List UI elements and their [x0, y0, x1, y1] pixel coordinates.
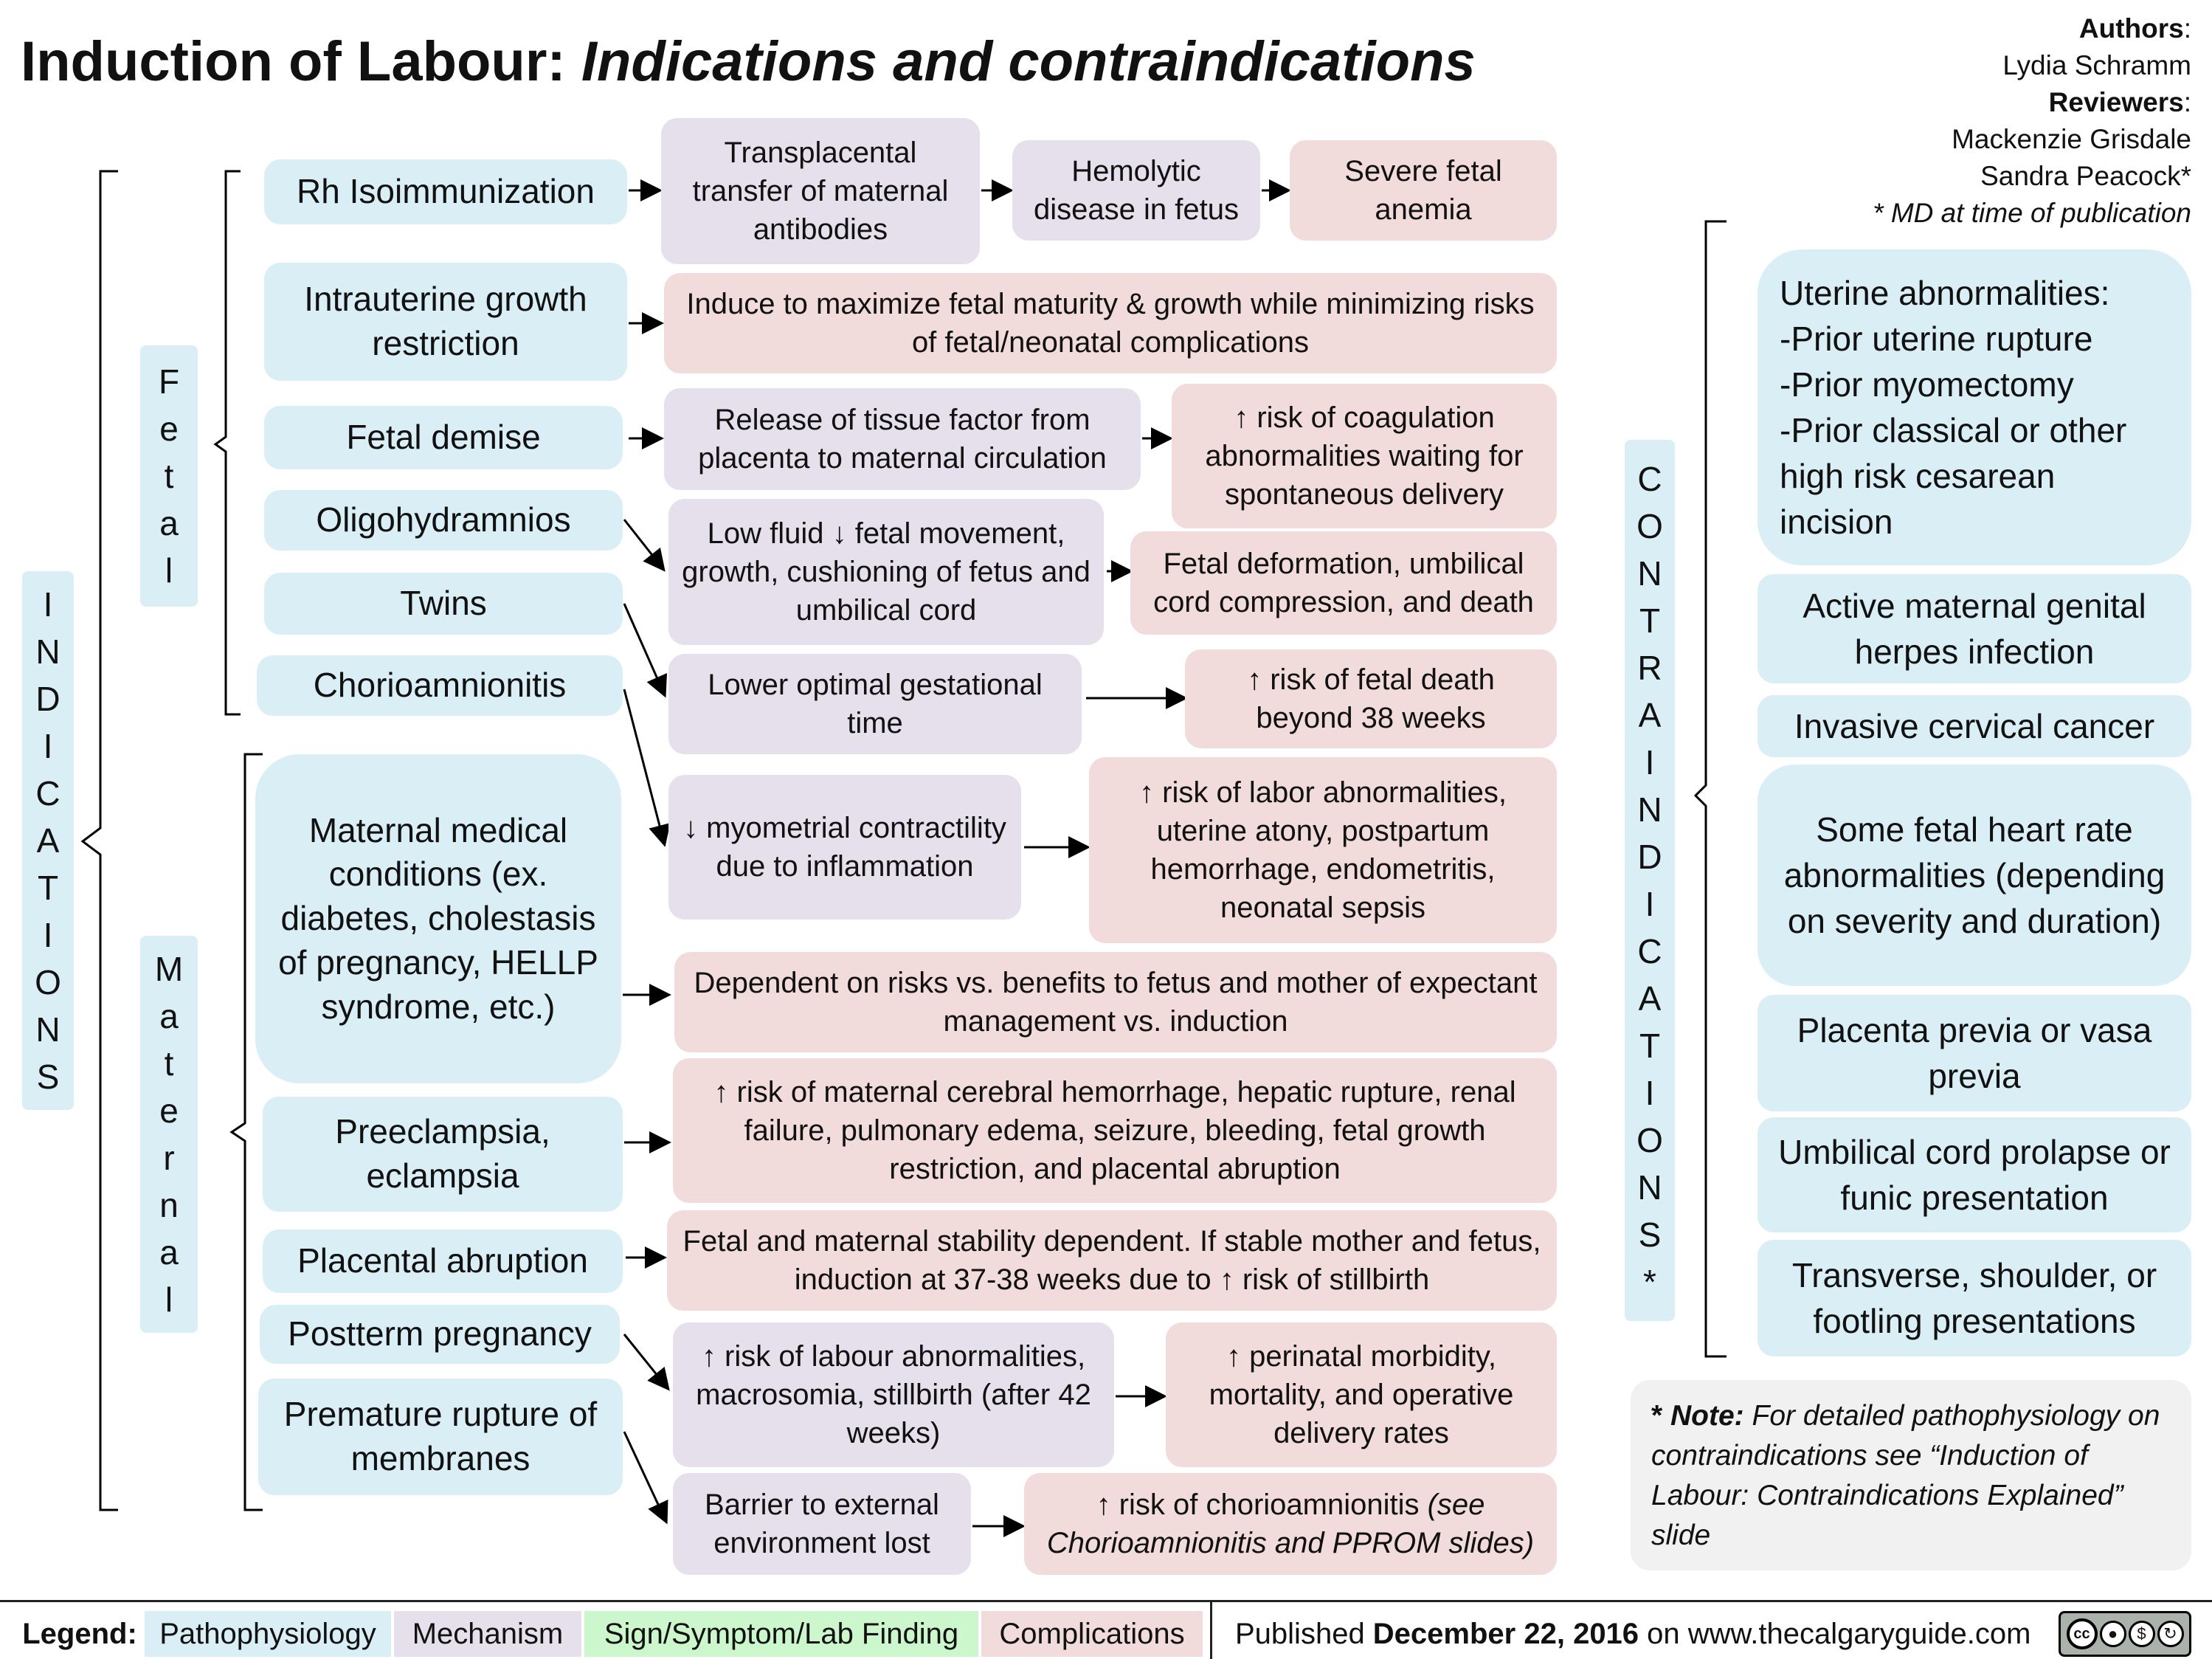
complication-fetal-deformation: Fetal deformation, umbilical cord compression, and death — [1130, 531, 1557, 635]
vertical-letter: a — [159, 997, 179, 1035]
indication-preeclampsia: Preeclampsia, eclampsia — [263, 1097, 623, 1212]
vertical-letter: T — [1639, 601, 1661, 640]
vertical-letter: I — [43, 916, 53, 954]
page-title: Induction of Labour: Indications and contraindications — [21, 30, 1476, 93]
reviewer-name: Mackenzie Grisdale — [1952, 124, 2191, 154]
arrow — [624, 1432, 666, 1520]
vertical-letter: N — [35, 632, 61, 671]
vertical-letter: F — [158, 362, 180, 401]
authors-block: Authors: Lydia Schramm Reviewers: Mackenzie Grisdale Sandra Peacock* * MD at time of publication — [1873, 10, 2191, 232]
legend-bar — [0, 1600, 2212, 1659]
mechanism-lower-optimal-gestational-time: Lower optimal gestational time — [668, 654, 1082, 754]
vertical-letter: T — [37, 869, 59, 907]
mechanism-transplacental-transfer: Transplacental transfer of maternal antibodies — [661, 118, 980, 264]
authors-label: Authors — [2078, 13, 2184, 44]
vertical-letter: I — [1645, 885, 1655, 923]
vertical-letter: N — [1637, 554, 1662, 593]
legend-label: Legend: — [22, 1617, 137, 1650]
note-box — [1631, 1380, 2191, 1570]
note-star: * — [1651, 1400, 1671, 1432]
contraindications-letters — [1636, 455, 1663, 1306]
published-date: December 22, 2016 — [1372, 1617, 1639, 1650]
contraindication-cord-prolapse: Umbilical cord prolapse or funic presentation — [1757, 1117, 2191, 1232]
complication-maternal-cerebral-hemorrhage: ↑ risk of maternal cerebral hemorrhage, hepatic rupture, renal failure, pulmonary edema, seizure, bleeding, fetal growth restriction, and placental abruption — [673, 1058, 1557, 1203]
legend-pathophysiology: Pathophysiology — [145, 1611, 391, 1657]
fetal-label — [140, 345, 198, 607]
mechanism-labour-abnormalities: ↑ risk of labour abnormalities, macrosomia, stillbirth (after 42 weeks) — [673, 1322, 1114, 1467]
arrow — [624, 604, 664, 694]
legend-mechanism: Mechanism — [394, 1611, 581, 1657]
contraindication-cervical-cancer: Invasive cervical cancer — [1757, 695, 2191, 757]
creative-commons-license-icon — [2059, 1611, 2191, 1657]
vertical-letter: N — [1637, 790, 1662, 829]
vertical-letter: C — [1637, 932, 1662, 970]
indication-oligohydramnios: Oligohydramnios — [264, 490, 623, 551]
arrow — [624, 520, 663, 568]
vertical-letter: e — [159, 410, 179, 448]
contraindications-label — [1625, 440, 1675, 1321]
vertical-letter: * — [1643, 1263, 1656, 1301]
indication-fetal-demise: Fetal demise — [264, 406, 623, 469]
legend-sign-symptom: Sign/Symptom/Lab Finding — [584, 1611, 978, 1657]
arrow — [624, 1334, 667, 1387]
mechanism-myometrial-contractility: ↓ myometrial contractility due to inflammation — [668, 775, 1021, 920]
vertical-letter: R — [1637, 649, 1662, 687]
vertical-letter: I — [43, 727, 53, 765]
vertical-letter: I — [43, 585, 53, 624]
vertical-letter: l — [165, 1280, 173, 1319]
fetal-letters — [159, 358, 179, 594]
vertical-letter: N — [35, 1010, 61, 1049]
authors-footnote: * MD at time of publication — [1873, 198, 2191, 228]
indications-letters — [35, 581, 61, 1100]
vertical-letter: O — [35, 963, 61, 1001]
contraindication-fetal-heart-rate: Some fetal heart rate abnormalities (depending on severity and duration) — [1757, 765, 2191, 986]
indication-maternal-medical-conditions: Maternal medical conditions (ex. diabetes, cholestasis of pregnancy, HELLP syndrome, etc.) — [255, 754, 621, 1083]
indication-placental-abruption: Placental abruption — [263, 1229, 623, 1293]
vertical-letter: A — [1638, 696, 1662, 734]
fetal-bracket — [215, 171, 241, 714]
vertical-letter: r — [163, 1139, 175, 1177]
complication-labor-abnormalities: ↑ risk of labor abnormalities, uterine atony, postpartum hemorrhage, endometritis, neonatal sepsis — [1089, 757, 1557, 943]
complication-severe-fetal-anemia: Severe fetal anemia — [1290, 140, 1557, 241]
see-slides-reference: (see Chorioamnionitis and PPROM slides) — [1046, 1489, 1535, 1559]
complication-risks-vs-benefits: Dependent on risks vs. benefits to fetus and mother of expectant management vs. induction — [674, 952, 1557, 1052]
vertical-letter: a — [159, 504, 179, 542]
mechanism-tissue-factor-release: Release of tissue factor from placenta to maternal circulation — [664, 388, 1141, 490]
indication-prom: Premature rupture of membranes — [258, 1379, 623, 1495]
indication-twins: Twins — [264, 573, 623, 635]
mechanism-barrier-lost: Barrier to external environment lost — [673, 1473, 971, 1575]
vertical-letter: e — [159, 1091, 179, 1130]
vertical-letter: T — [1639, 1027, 1661, 1065]
published-info — [1235, 1611, 2039, 1657]
vertical-letter: S — [1638, 1215, 1662, 1254]
vertical-letter: t — [164, 1044, 174, 1083]
vertical-letter: D — [35, 680, 61, 718]
vertical-letter: l — [165, 551, 173, 590]
published-prefix: Published — [1235, 1617, 1373, 1650]
vertical-letter: t — [164, 457, 174, 495]
vertical-letter: n — [159, 1186, 179, 1224]
arrow — [624, 689, 664, 843]
reviewer-name: Sandra Peacock* — [1980, 161, 2191, 191]
contraindication-malpresentation: Transverse, shoulder, or footling presentations — [1757, 1240, 2191, 1356]
complication-maximize-fetal-maturity: Induce to maximize fetal maturity & growth while minimizing risks of fetal/neonatal complications — [664, 273, 1557, 373]
vertical-letter: C — [35, 774, 61, 813]
mechanism-hemolytic-disease: Hemolytic disease in fetus — [1012, 140, 1260, 241]
indications-bracket — [83, 171, 118, 1510]
vertical-letter: O — [1636, 1121, 1663, 1159]
vertical-letter: D — [1637, 838, 1662, 876]
indication-rh-isoimmunization: Rh Isoimmunization — [264, 159, 627, 224]
complication-chorioamnionitis-risk — [1024, 1473, 1557, 1575]
vertical-letter: A — [1638, 979, 1662, 1018]
vertical-letter: I — [1645, 743, 1655, 782]
legend-complications: Complications — [981, 1611, 1203, 1657]
note-text: For detailed pathophysiology on contraindications see “Induction of Labour: Contraindications Explained” slide — [1651, 1400, 2160, 1551]
vertical-letter: S — [36, 1058, 60, 1096]
contraindications-bracket — [1696, 221, 1727, 1356]
complication-stability-dependent: Fetal and maternal stability dependent. If stable mother and fetus, induction at 37-38 weeks due to ↑ risk of stillbirth — [667, 1210, 1557, 1311]
indication-iugr: Intrauterine growth restriction — [264, 263, 627, 381]
vertical-letter: O — [1636, 507, 1663, 545]
cc-icon: cc — [2067, 1618, 2098, 1649]
contraindication-genital-herpes: Active maternal genital herpes infection — [1757, 574, 2191, 683]
complication-fetal-death-risk: ↑ risk of fetal death beyond 38 weeks — [1185, 649, 1557, 748]
page-subtitle: Indications and contraindications — [581, 30, 1476, 93]
vertical-letter: N — [1637, 1168, 1662, 1207]
contraindication-placenta-previa: Placenta previa or vasa previa — [1757, 995, 2191, 1111]
published-suffix: on www.thecalgaryguide.com — [1639, 1617, 2031, 1650]
vertical-letter: a — [159, 1233, 179, 1272]
maternal-label — [140, 936, 198, 1333]
vertical-letter: C — [1637, 460, 1662, 498]
contraindication-uterine-abnormalities: Uterine abnormalities: -Prior uterine rupture -Prior myomectomy -Prior classical or other high risk cesarean incision — [1757, 249, 2191, 565]
note-label: Note: — [1670, 1400, 1744, 1432]
indications-label — [22, 571, 74, 1110]
complication-perinatal-morbidity: ↑ perinatal morbidity, mortality, and operative delivery rates — [1166, 1322, 1557, 1467]
complication-coagulation-risk: ↑ risk of coagulation abnormalities waiting for spontaneous delivery — [1172, 384, 1557, 528]
nc-icon: $ — [2129, 1621, 2155, 1647]
indication-chorioamnionitis: Chorioamnionitis — [257, 655, 623, 716]
vertical-letter: I — [1645, 1074, 1655, 1112]
sa-icon: ↻ — [2157, 1621, 2184, 1647]
vertical-letter: A — [36, 821, 60, 860]
legend-divider — [1210, 1602, 1212, 1659]
indication-postterm-pregnancy: Postterm pregnancy — [260, 1305, 620, 1364]
reviewers-label: Reviewers — [2048, 87, 2184, 117]
author-name: Lydia Schramm — [2002, 50, 2191, 80]
chorioamnionitis-risk-text: ↑ risk of chorioamnionitis — [1096, 1489, 1428, 1521]
maternal-letters — [155, 945, 183, 1323]
mechanism-low-fluid: Low fluid ↓ fetal movement, growth, cushioning of fetus and umbilical cord — [668, 499, 1104, 645]
vertical-letter: M — [154, 950, 184, 988]
by-icon: ● — [2100, 1621, 2126, 1647]
